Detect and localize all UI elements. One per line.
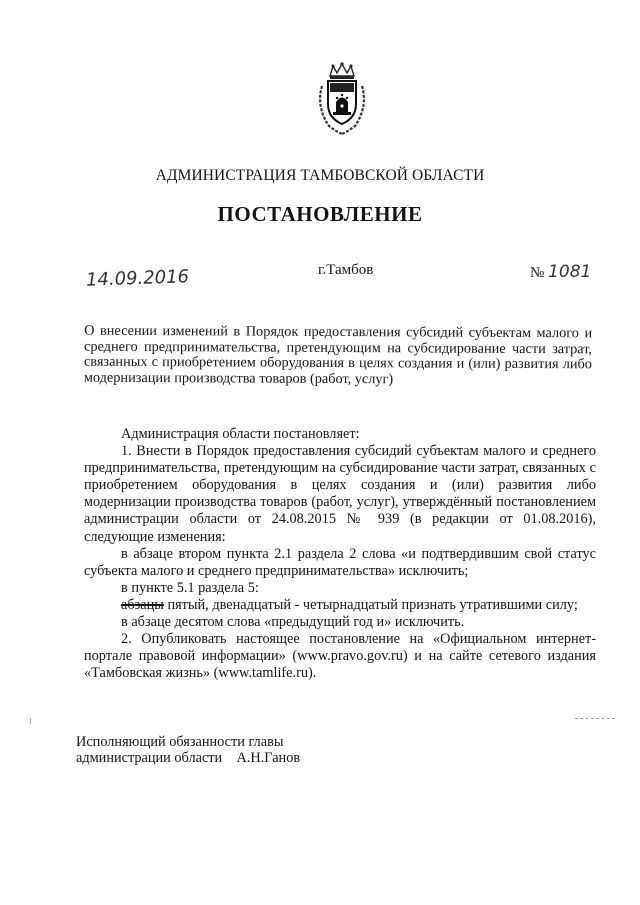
document-type-title: ПОСТАНОВЛЕНИЕ bbox=[217, 202, 423, 226]
number-sign: № bbox=[530, 265, 545, 281]
coat-of-arms-emblem bbox=[313, 62, 371, 136]
scan-mark bbox=[30, 718, 34, 724]
document-number bbox=[530, 262, 591, 282]
signatory-name: А.Н.Ганов bbox=[236, 749, 301, 766]
document-date: 14.09.2016 bbox=[85, 266, 190, 291]
signature-position-line-2: администрации области bbox=[76, 749, 223, 766]
change-2-intro-paragraph: в пункте 5.1 раздела 5: bbox=[121, 579, 259, 596]
scan-mark bbox=[575, 718, 615, 719]
intro-paragraph: Администрация области постановляет: bbox=[121, 426, 360, 442]
document-subject: О внесении изменений в Порядок предоставления субсидий субъектам малого и среднего предпринимательства, претендующим на субсидирование части затрат, связанных с приобретением оборудования в целях создания и (или) развития либо модернизации производства товаров (работ, услуг) bbox=[83, 322, 593, 387]
item-2-paragraph: 2. Опубликовать настоящее постановление на «Официальном интернет-портале правовой информации» (www.pravo.gov.ru) и на сайте сетевого издания «Тамбовская жизнь» (www.tamlife.ru). bbox=[84, 631, 596, 682]
change-2-paragraph bbox=[84, 597, 596, 614]
signature-line-2 bbox=[76, 751, 300, 767]
organization-name: АДМИНИСТРАЦИЯ ТАМБОВСКОЙ ОБЛАСТИ bbox=[155, 167, 485, 184]
signature-block bbox=[76, 735, 300, 766]
change-3-paragraph: в абзаце десятом слова «предыдущий год и» исключить. bbox=[121, 614, 465, 631]
city-name: г.Тамбов bbox=[318, 262, 374, 278]
change-2-text: пятый, двенадцатый - четырнадцатый признать утратившими силу; bbox=[163, 596, 578, 613]
number-value: 1081 bbox=[548, 262, 592, 282]
struck-word: абзацы bbox=[121, 596, 164, 613]
item-1-paragraph: 1. Внести в Порядок предоставления субсидий субъектам малого и среднего предпринимательства, претендующим на субсидирование части затрат, связанных с приобретением оборудования в целях создания и (или) развития либо модернизации производства товаров (работ, услуг), утверждённый постановлением администрации области от 24.08.2015 № 939 (в редакции от 01.08.2016), следующие изменения: bbox=[84, 443, 596, 545]
change-1-paragraph: в абзаце втором пункта 2.1 раздела 2 слова «и подтвердившим свой статус субъекта малого и среднего предпринимательства» исключить; bbox=[84, 545, 596, 579]
document-body bbox=[84, 426, 596, 682]
signature-position-line: Исполняющий обязанности главы bbox=[76, 734, 284, 750]
